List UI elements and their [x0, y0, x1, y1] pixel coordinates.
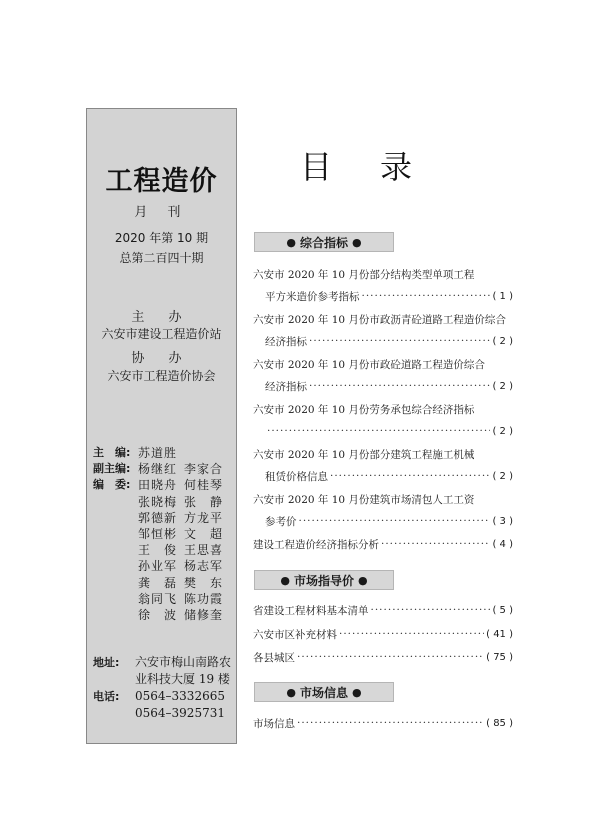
page-number: ( 3 )	[492, 515, 513, 527]
toc-entry[interactable]	[253, 308, 513, 352]
toc-entry-title: 六安市 2020 年 10 月份市政砼道路工程造价综合	[253, 358, 485, 371]
toc-entry-title: 各县城区	[253, 651, 295, 664]
staff-role	[93, 575, 138, 591]
staff-name: 田晓舟	[138, 478, 178, 493]
section-title: 市场指导价	[293, 573, 354, 588]
staff-row	[93, 558, 224, 574]
page-number: ( 1 )	[492, 290, 513, 302]
staff-row	[93, 445, 224, 461]
staff-name: 储修奎	[184, 608, 224, 623]
toc-entry-title: 平方米造价参考指标	[265, 290, 360, 303]
magazine-title: 工程造价	[105, 166, 218, 197]
toc-entry[interactable]	[253, 353, 513, 397]
co-host-organization: 六安市工程造价协会	[107, 369, 216, 383]
staff-name: 郭德新	[138, 510, 178, 525]
contact-row	[93, 654, 235, 671]
staff-name: 何桂琴	[184, 478, 224, 493]
phone-value: 0564–3332665	[135, 689, 225, 703]
staff-row	[93, 526, 224, 542]
staff-name: 杨继红	[138, 462, 178, 477]
staff-name: 杨志军	[184, 559, 224, 574]
dot-leader	[381, 538, 490, 550]
editorial-staff	[93, 445, 224, 623]
staff-row	[93, 591, 224, 607]
staff-row	[93, 510, 224, 526]
masthead-panel	[86, 108, 237, 744]
staff-role	[93, 591, 138, 607]
page-number: ( 75 )	[486, 651, 513, 663]
staff-role	[93, 510, 138, 526]
staff-role	[93, 494, 138, 510]
dot-leader	[299, 515, 491, 527]
staff-name: 翁同飞	[138, 591, 178, 606]
toc-entry[interactable]	[253, 263, 513, 307]
toc-entry[interactable]	[253, 533, 513, 555]
toc-entry-title: 六安市区补充材料	[253, 628, 337, 641]
staff-row	[93, 542, 224, 558]
dot-leader	[309, 380, 490, 392]
dot-leader	[267, 425, 490, 437]
staff-row	[93, 461, 224, 477]
bullet-icon: ●	[280, 573, 290, 587]
toc-heading: 目录	[300, 148, 461, 186]
co-host-label: 协 办	[131, 351, 192, 366]
staff-role: 主 编:	[93, 446, 131, 459]
toc-entry-title: 市场信息	[253, 717, 295, 730]
contact-row	[93, 705, 235, 722]
phone-label: 电话:	[93, 690, 120, 703]
dot-leader	[362, 290, 491, 302]
address-value: 业科技大厦 19 楼	[135, 672, 230, 686]
host-organization: 六安市建设工程造价站	[101, 327, 222, 341]
section-header-market-information	[254, 682, 394, 702]
staff-role	[93, 607, 138, 623]
dot-leader	[297, 651, 484, 663]
page-number: ( 2 )	[492, 470, 513, 482]
toc-entry-title: 六安市 2020 年 10 月份建筑市场清包人工工资	[253, 493, 475, 506]
page-number: ( 2 )	[492, 335, 513, 347]
staff-role	[93, 558, 138, 574]
contact-key	[93, 671, 135, 688]
staff-name: 邹恒彬	[138, 527, 178, 542]
toc-entry-title: 经济指标	[265, 380, 307, 393]
contact-row	[93, 671, 235, 688]
page-number: ( 2 )	[492, 380, 513, 392]
toc-entry[interactable]	[253, 623, 513, 645]
bullet-icon: ●	[358, 573, 368, 587]
bullet-icon: ●	[286, 235, 296, 249]
contact-info	[93, 654, 235, 722]
toc-entry-title: 经济指标	[265, 335, 307, 348]
page-number: ( 4 )	[492, 538, 513, 550]
staff-role	[93, 542, 138, 558]
toc-entry-title: 建设工程造价经济指标分析	[253, 538, 379, 551]
toc-entry-title: 参考价	[265, 515, 297, 528]
staff-name: 李家合	[184, 462, 224, 477]
toc-entry[interactable]	[253, 398, 513, 442]
toc-entry-title: 六安市 2020 年 10 月份部分结构类型单项工程	[253, 268, 475, 281]
bullet-icon: ●	[352, 235, 362, 249]
staff-row	[93, 575, 224, 591]
bullet-icon: ●	[286, 685, 296, 699]
dot-leader	[297, 717, 484, 729]
staff-name: 樊 东	[184, 575, 224, 590]
toc-entry-title: 六安市 2020 年 10 月份市政沥青砼道路工程造价综合	[253, 313, 506, 326]
staff-name	[184, 445, 224, 461]
dot-leader	[339, 628, 484, 640]
page-number: ( 2 )	[492, 425, 513, 437]
staff-role: 副主编:	[93, 462, 131, 476]
toc-entry-title: 省建设工程材料基本清单	[253, 604, 369, 617]
staff-row	[93, 494, 224, 510]
staff-name: 孙业军	[138, 559, 178, 574]
address-label: 地址:	[93, 656, 120, 669]
monthly-label: 月 刊	[134, 205, 189, 220]
toc-entry-title: 六安市 2020 年 10 月份部分建筑工程施工机械	[253, 448, 475, 461]
page-number: ( 85 )	[486, 717, 513, 729]
section-title: 市场信息	[299, 685, 348, 700]
staff-name: 王 俊	[138, 543, 178, 558]
staff-name: 陈功霞	[184, 591, 224, 606]
toc-entry[interactable]	[253, 712, 513, 734]
bullet-icon: ●	[352, 685, 362, 699]
staff-name: 张 静	[184, 494, 224, 509]
staff-role	[93, 526, 138, 542]
dot-leader	[330, 470, 490, 482]
address-value: 六安市梅山南路农	[135, 655, 232, 669]
staff-name: 方龙平	[184, 510, 224, 525]
dot-leader	[309, 335, 490, 347]
staff-name: 苏道胜	[138, 446, 178, 460]
toc-entry[interactable]	[253, 599, 513, 621]
staff-row	[93, 477, 224, 493]
issue-number: 2020 年第 10 期	[114, 231, 209, 245]
staff-role: 编 委:	[93, 478, 131, 492]
toc-entry-title: 六安市 2020 年 10 月份劳务承包综合经济指标	[253, 403, 475, 416]
section-title: 综合指标	[299, 235, 348, 250]
staff-name: 王思喜	[184, 543, 224, 558]
total-issue-number: 总第二百四十期	[119, 251, 204, 265]
staff-name: 龚 磊	[138, 575, 178, 590]
toc-entry-title: 租赁价格信息	[265, 470, 328, 483]
phone-value: 0564–3925731	[135, 706, 225, 720]
dot-leader	[371, 604, 491, 616]
page-number: ( 41 )	[486, 628, 513, 640]
section-header-market-guide-price	[254, 570, 394, 590]
toc-entry[interactable]	[253, 646, 513, 668]
section-header-comprehensive-indicators	[254, 232, 394, 252]
staff-row	[93, 607, 224, 623]
contact-key	[93, 705, 135, 722]
toc-entry[interactable]	[253, 488, 513, 532]
staff-name: 文 超	[184, 527, 224, 542]
contact-row	[93, 688, 235, 705]
staff-name: 徐 波	[138, 608, 178, 623]
toc-entry[interactable]	[253, 443, 513, 487]
page-number: ( 5 )	[492, 604, 513, 616]
host-label: 主 办	[131, 310, 192, 325]
staff-name: 张晓梅	[138, 494, 178, 509]
